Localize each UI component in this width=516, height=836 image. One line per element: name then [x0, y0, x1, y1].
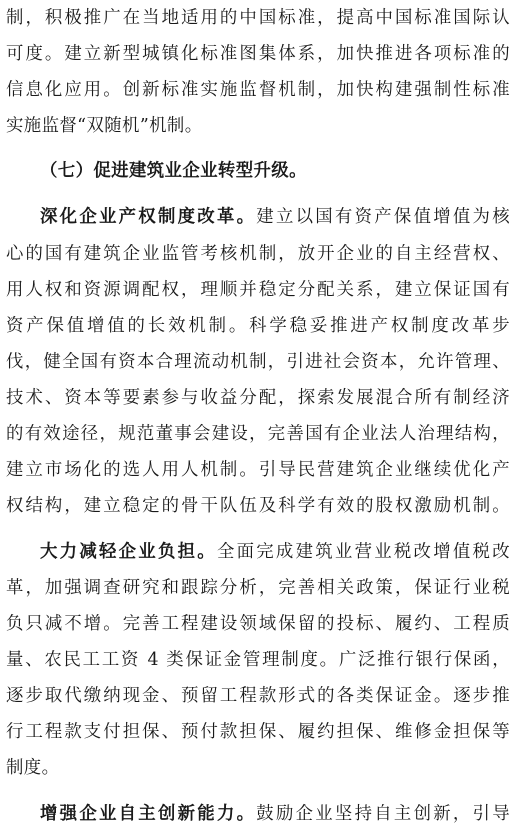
body-text-line: 可度。建立新型城镇化标准图集体系，加快推进各项标准的 — [6, 44, 510, 64]
paragraph-lead-bold: 增强企业自主创新能力。 — [40, 804, 257, 824]
body-text-line: 的有效途径，规范董事会建设，完善国有企业法人治理结构， — [6, 424, 510, 444]
body-text-line: 量、农民工工资 4 类保证金管理制度。广泛推行银行保函， — [6, 650, 510, 670]
paragraph-first-line — [40, 534, 510, 570]
body-text-line: 制度。 — [6, 758, 60, 778]
paragraph-lead-rest: 鼓励企业坚持自主创新，引导 — [256, 804, 511, 824]
body-text-line: 建立市场化的选人用人机制。引导民营建筑企业继续优化产 — [6, 460, 510, 480]
paragraph-lead-rest: 建立以国有资产保值增值为核 — [256, 207, 511, 227]
body-text-line: 革，加强调查研究和跟踪分析，完善相关政策，保证行业税 — [6, 578, 510, 598]
body-text-line: 心的国有建筑企业监管考核机制，放开企业的自主经营权、 — [6, 244, 510, 264]
body-text-line: 行工程款支付担保、预付款担保、履约担保、维修金担保等 — [6, 722, 510, 742]
body-text-line: 技术、资本等要素参与收益分配，探索发展混合所有制经济 — [6, 388, 510, 408]
body-text-line: 负只减不增。完善工程建设领域保留的投标、履约、工程质 — [6, 614, 510, 634]
paragraph-lead-rest: 全面完成建筑业营业税改增值税改 — [216, 542, 510, 562]
body-text-line: 权结构，建立稳定的骨干队伍及科学有效的股权激励机制。 — [6, 496, 510, 516]
section-heading: （七）促进建筑业企业转型升级。 — [40, 161, 307, 181]
body-text-line: 资产保值增值的长效机制。科学稳妥推进产权制度改革步 — [6, 316, 510, 336]
paragraph-lead-bold: 大力减轻企业负担。 — [40, 542, 217, 562]
body-text-line: 信息化应用。创新标准实施监督机制，加快构建强制性标准 — [6, 80, 510, 100]
body-text-line: 用人权和资源调配权，理顺并稳定分配关系，建立保证国有 — [6, 280, 510, 300]
paragraph-first-line — [40, 796, 510, 832]
paragraph-first-line — [40, 199, 510, 235]
paragraph-lead-bold: 深化企业产权制度改革。 — [40, 207, 257, 227]
body-text-line: 实施监督“双随机”机制。 — [6, 116, 203, 136]
body-text-line: 逐步取代缴纳现金、预留工程款形式的各类保证金。逐步推 — [6, 686, 510, 706]
body-text-line: 伐，健全国有资本合理流动机制，引进社会资本，允许管理、 — [6, 352, 510, 372]
body-text-line: 制，积极推广在当地适用的中国标准，提高中国标准国际认 — [6, 8, 510, 28]
